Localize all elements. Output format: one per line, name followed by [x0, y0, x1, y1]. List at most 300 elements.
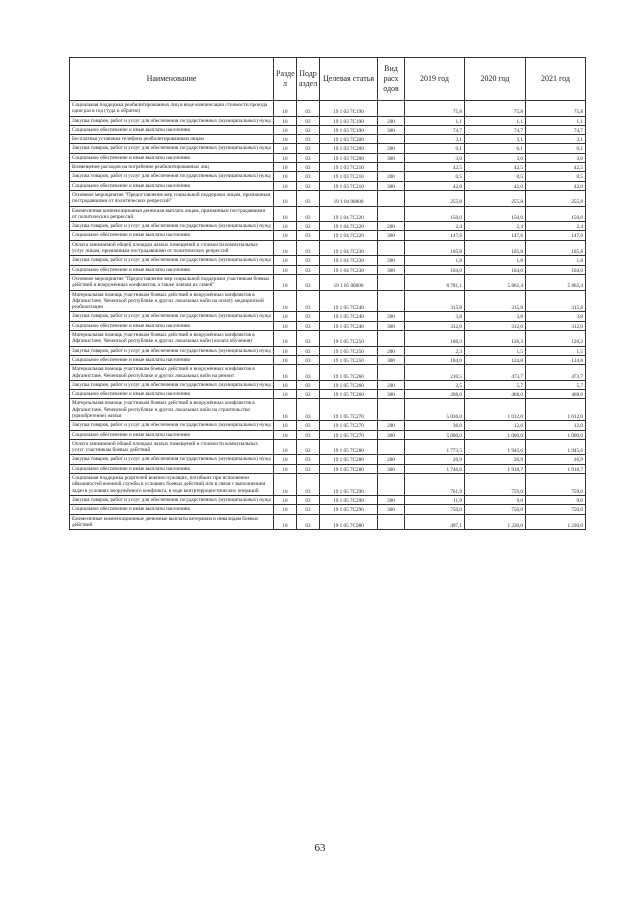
cell-2021: 12,0 [526, 421, 586, 430]
cell-2019: 74,7 [405, 125, 465, 134]
cell-2021: 3,1 [526, 135, 586, 144]
cell-razdel: 10 [274, 153, 297, 162]
cell-2021: 5,7 [526, 380, 586, 389]
cell-podrazdel: 03 [297, 116, 320, 125]
cell-article: 19 1 03 7С200 [320, 135, 378, 144]
cell-razdel: 10 [274, 474, 297, 496]
cell-2019: 36,0 [405, 421, 465, 430]
cell-2020: 26,9 [465, 455, 526, 464]
cell-2021: 5 862,4 [526, 274, 586, 290]
cell-2021: 3,8 [526, 312, 586, 321]
cell-podrazdel: 03 [297, 455, 320, 464]
cell-name: Социальное обеспечение и иные выплаты населению [70, 355, 274, 364]
cell-article: 19 1 05 00000 [320, 274, 378, 290]
cell-article: 19 1 05 7С250 [320, 331, 378, 347]
table-row [70, 514, 586, 530]
cell-vid: 300 [378, 181, 405, 190]
cell-article: 19 1 05 7С270 [320, 430, 378, 439]
cell-2019: 184,0 [405, 355, 465, 364]
cell-vid [378, 206, 405, 222]
cell-2020: 2,4 [465, 222, 526, 231]
cell-name: Социальное обеспечение и иные выплаты населению [70, 430, 274, 439]
cell-podrazdel: 03 [297, 474, 320, 496]
cell-2019: 750,0 [405, 505, 465, 514]
table-row [70, 231, 586, 240]
table-row [70, 474, 586, 496]
cell-article: 19 1 05 7С240 [320, 290, 378, 312]
cell-2021: 74,7 [526, 125, 586, 134]
cell-podrazdel: 03 [297, 421, 320, 430]
cell-2019: 11,9 [405, 495, 465, 504]
cell-2021: 315,8 [526, 290, 586, 312]
cell-2019: 42,5 [405, 163, 465, 172]
cell-2021: 468,0 [526, 390, 586, 399]
cell-2019: 208,0 [405, 390, 465, 399]
cell-article: 19 1 05 7С250 [320, 355, 378, 364]
page-number: 63 [314, 842, 326, 854]
cell-name: Социальная поддержка родителей военнослужащих, погибших при исполнении обязанностей военной службы в условиях боевых действий или в связи с выполнением задач в условиях вооружённого конфликта, в ходе контртеррористических операций [70, 474, 274, 496]
table-row [70, 101, 586, 117]
table-row [70, 265, 586, 274]
table-row [70, 222, 586, 231]
cell-2020: 5 862,4 [465, 274, 526, 290]
cell-podrazdel: 03 [297, 190, 320, 206]
cell-name: Основное мероприятие "Предоставление мер социальной поддержки лицам, признанным пострадавшими от политических репрессий" [70, 190, 274, 206]
cell-article: 19 1 03 7С200 [320, 153, 378, 162]
cell-vid [378, 163, 405, 172]
cell-2021: 9,0 [526, 495, 586, 504]
header-podrazdel: Подр аздел [297, 58, 320, 101]
table-row [70, 163, 586, 172]
cell-2020: 3,0 [465, 153, 526, 162]
cell-2021: 42,5 [526, 163, 586, 172]
cell-name: Возмещение расходов на погребение реабилитированных лиц [70, 163, 274, 172]
cell-2019: 2,5 [405, 380, 465, 389]
header-name: Наименование [70, 58, 274, 101]
cell-razdel: 10 [274, 390, 297, 399]
cell-name: Материальная помощь участникам боевых действий и вооружённых конфликтов в Афганистане, Чеченской республике и других локальных войн на оплату медицинской реабилитации [70, 290, 274, 312]
cell-vid [378, 290, 405, 312]
cell-2020: 750,0 [465, 505, 526, 514]
cell-2021: 473,7 [526, 365, 586, 381]
cell-article: 19 1 05 7С290 [320, 505, 378, 514]
cell-2021: 1 230,0 [526, 514, 586, 530]
cell-razdel: 10 [274, 380, 297, 389]
table-row [70, 390, 586, 399]
cell-razdel: 10 [274, 144, 297, 153]
cell-2021: 42,0 [526, 181, 586, 190]
cell-name: Ежемесячная компенсационная денежная выплата лицам, признанным пострадавшими от политических репрессий [70, 206, 274, 222]
cell-article: 19 1 05 7С290 [320, 495, 378, 504]
table-row [70, 125, 586, 134]
cell-razdel: 10 [274, 172, 297, 181]
cell-article: 19 1 03 7С190 [320, 116, 378, 125]
cell-2019: 255,8 [405, 190, 465, 206]
table-row [70, 116, 586, 125]
table-row [70, 321, 586, 330]
cell-2021: 2,4 [526, 222, 586, 231]
cell-2019: 2,4 [405, 222, 465, 231]
cell-2020: 150,0 [465, 206, 526, 222]
cell-2020: 759,0 [465, 474, 526, 496]
cell-razdel: 10 [274, 365, 297, 381]
cell-razdel: 10 [274, 430, 297, 439]
cell-2020: 42,0 [465, 181, 526, 190]
cell-2021: 1 918,7 [526, 464, 586, 473]
cell-2019: 104,0 [405, 265, 465, 274]
cell-razdel: 10 [274, 190, 297, 206]
cell-name: Закупка товаров, работ и услуг для обеспечения государственных (муниципальных) нужд [70, 380, 274, 389]
cell-vid [378, 135, 405, 144]
cell-vid: 200 [378, 144, 405, 153]
cell-razdel: 10 [274, 514, 297, 530]
cell-2020: 1,5 [465, 346, 526, 355]
cell-article: 19 1 05 7С280 [320, 439, 378, 455]
cell-2019: 105,8 [405, 240, 465, 256]
cell-razdel: 10 [274, 206, 297, 222]
table-row [70, 312, 586, 321]
table-row [70, 464, 586, 473]
cell-article: 19 1 05 7С270 [320, 421, 378, 430]
cell-article: 19 1 04 7С230 [320, 240, 378, 256]
cell-2021: 759,0 [526, 474, 586, 496]
cell-podrazdel: 03 [297, 290, 320, 312]
budget-table [69, 57, 586, 530]
cell-2020: 74,7 [465, 125, 526, 134]
cell-razdel: 10 [274, 274, 297, 290]
table-row [70, 240, 586, 256]
cell-article: 19 1 05 7С260 [320, 390, 378, 399]
table-row [70, 421, 586, 430]
cell-2019: 2,3 [405, 346, 465, 355]
cell-name: Закупка товаров, работ и услуг для обеспечения государственных (муниципальных) нужд [70, 312, 274, 321]
cell-name: Социальное обеспечение и иные выплаты населению [70, 265, 274, 274]
cell-2021: 1,8 [526, 256, 586, 265]
cell-article: 19 1 05 7С260 [320, 380, 378, 389]
cell-razdel: 10 [274, 464, 297, 473]
cell-article: 19 1 03 7С200 [320, 144, 378, 153]
cell-razdel: 10 [274, 135, 297, 144]
cell-2020: 468,0 [465, 390, 526, 399]
cell-name: Социальное обеспечение и иные выплаты населению [70, 153, 274, 162]
header-razdel: Разде л [274, 58, 297, 101]
cell-razdel: 10 [274, 505, 297, 514]
cell-article: 19 1 04 7С230 [320, 265, 378, 274]
cell-2021: 126,3 [526, 331, 586, 347]
table-row [70, 355, 586, 364]
cell-podrazdel: 03 [297, 390, 320, 399]
cell-podrazdel: 03 [297, 514, 320, 530]
cell-2021: 3,0 [526, 153, 586, 162]
cell-2020: 9,0 [465, 495, 526, 504]
cell-2020: 105,8 [465, 240, 526, 256]
cell-2020: 0,1 [465, 144, 526, 153]
cell-podrazdel: 03 [297, 365, 320, 381]
table-row [70, 153, 586, 162]
cell-2019: 0,1 [405, 144, 465, 153]
cell-podrazdel: 03 [297, 222, 320, 231]
cell-2019: 210,5 [405, 365, 465, 381]
cell-name: Закупка товаров, работ и услуг для обеспечения государственных (муниципальных) нужд [70, 455, 274, 464]
cell-podrazdel: 03 [297, 153, 320, 162]
cell-razdel: 10 [274, 265, 297, 274]
cell-vid: 300 [378, 464, 405, 473]
cell-2021: 124,8 [526, 355, 586, 364]
cell-article: 19 1 05 7С980 [320, 514, 378, 530]
cell-podrazdel: 03 [297, 101, 320, 117]
cell-article: 19 1 05 7С240 [320, 321, 378, 330]
cell-article: 19 1 03 7С210 [320, 172, 378, 181]
cell-name: Закупка товаров, работ и услуг для обеспечения государственных (муниципальных) нужд [70, 421, 274, 430]
cell-name: Закупка товаров, работ и услуг для обеспечения государственных (муниципальных) нужд [70, 144, 274, 153]
cell-razdel: 10 [274, 439, 297, 455]
cell-razdel: 10 [274, 355, 297, 364]
cell-podrazdel: 03 [297, 240, 320, 256]
cell-razdel: 10 [274, 290, 297, 312]
cell-2020: 42,5 [465, 163, 526, 172]
cell-podrazdel: 03 [297, 380, 320, 389]
table-row [70, 380, 586, 389]
header-2021: 2021 год [526, 58, 586, 101]
table-row [70, 190, 586, 206]
cell-podrazdel: 03 [297, 274, 320, 290]
cell-podrazdel: 03 [297, 464, 320, 473]
cell-razdel: 10 [274, 116, 297, 125]
cell-2021: 26,9 [526, 455, 586, 464]
cell-name: Основное мероприятие "Предоставление мер социальной поддержки участникам боевых действий и вооружённых конфликтов, а также членам их семей" [70, 274, 274, 290]
cell-name: Закупка товаров, работ и услуг для обеспечения государственных (муниципальных) нужд [70, 222, 274, 231]
cell-vid: 200 [378, 172, 405, 181]
cell-2019: 1 746,6 [405, 464, 465, 473]
cell-podrazdel: 03 [297, 495, 320, 504]
cell-vid: 200 [378, 116, 405, 125]
cell-razdel: 10 [274, 455, 297, 464]
header-vid: Вид расх одов [378, 58, 405, 101]
cell-podrazdel: 03 [297, 256, 320, 265]
cell-article: 19 1 05 7С250 [320, 346, 378, 355]
cell-2020: 104,0 [465, 265, 526, 274]
cell-vid [378, 101, 405, 117]
cell-article: 19 1 04 7С230 [320, 256, 378, 265]
cell-2019: 0,5 [405, 172, 465, 181]
cell-podrazdel: 03 [297, 399, 320, 421]
cell-2021: 255,8 [526, 190, 586, 206]
cell-name: Материальная помощь участникам боевых действий и вооружённых конфликтов в Афганистане, Чеченской республике и других локальных войн на ремонт [70, 365, 274, 381]
cell-2021: 1,1 [526, 116, 586, 125]
cell-podrazdel: 03 [297, 172, 320, 181]
cell-name: Оплата занимаемой общей площади жилых помещений и стоимости коммунальных услуг участникам боевых действий [70, 439, 274, 455]
cell-podrazdel: 03 [297, 331, 320, 347]
cell-2021: 0,5 [526, 172, 586, 181]
cell-podrazdel: 03 [297, 163, 320, 172]
table-row [70, 505, 586, 514]
cell-razdel: 10 [274, 312, 297, 321]
cell-vid: 200 [378, 495, 405, 504]
table-row [70, 346, 586, 355]
cell-2021: 750,0 [526, 505, 586, 514]
cell-razdel: 10 [274, 399, 297, 421]
cell-2020: 1 012,0 [465, 399, 526, 421]
cell-razdel: 10 [274, 240, 297, 256]
cell-razdel: 10 [274, 222, 297, 231]
cell-name: Социальная поддержка реабилитированных лиц в виде компенсации стоимости проезда один раз в год (туда и обратно) [70, 101, 274, 117]
cell-2019: 3,1 [405, 135, 465, 144]
cell-podrazdel: 03 [297, 206, 320, 222]
cell-2021: 1 000,0 [526, 430, 586, 439]
cell-vid: 300 [378, 231, 405, 240]
cell-2021: 147,6 [526, 231, 586, 240]
cell-name: Бесплатная установка телефона реабилитированным лицам [70, 135, 274, 144]
table-row [70, 399, 586, 421]
cell-2020: 1 918,7 [465, 464, 526, 473]
cell-podrazdel: 03 [297, 144, 320, 153]
cell-vid [378, 365, 405, 381]
cell-2021: 75,8 [526, 101, 586, 117]
cell-2019: 1,1 [405, 116, 465, 125]
cell-name: Социальное обеспечение и иные выплаты населению [70, 321, 274, 330]
cell-name: Ежемесячные компенсационные денежные выплаты ветеранам и инвалидам боевых действий [70, 514, 274, 530]
cell-2019: 3,0 [405, 153, 465, 162]
table-header-row [70, 58, 586, 101]
cell-podrazdel: 03 [297, 505, 320, 514]
cell-article: 19 1 05 7С240 [320, 312, 378, 321]
cell-2020: 1 945,6 [465, 439, 526, 455]
cell-name: Оплата занимаемой общей площади жилых помещений и стоимости коммунальных услуг лицам, признанным пострадавшими от политических репрессий [70, 240, 274, 256]
cell-name: Материальная помощь участникам боевых действий и вооружённых конфликтов в Афганистане, Чеченской республике и других локальных войн (оплата обучения) [70, 331, 274, 347]
cell-2019: 75,8 [405, 101, 465, 117]
cell-2021: 1 012,0 [526, 399, 586, 421]
cell-2020: 315,8 [465, 290, 526, 312]
cell-2020: 147,6 [465, 231, 526, 240]
cell-vid: 300 [378, 430, 405, 439]
cell-podrazdel: 03 [297, 231, 320, 240]
cell-article: 19 1 05 7С270 [320, 399, 378, 421]
cell-podrazdel: 03 [297, 181, 320, 190]
cell-vid: 300 [378, 321, 405, 330]
cell-razdel: 10 [274, 125, 297, 134]
cell-2019: 26,9 [405, 455, 465, 464]
cell-name: Закупка товаров, работ и услуг для обеспечения государственных (муниципальных) нужд [70, 346, 274, 355]
cell-2020: 12,0 [465, 421, 526, 430]
cell-2019: 312,0 [405, 321, 465, 330]
cell-name: Материальная помощь участникам боевых действий и вооружённых конфликтов в Афганистане, Чеченской республике и других локальных войн на строительство (приобретение) жилья [70, 399, 274, 421]
cell-vid [378, 474, 405, 496]
cell-2020: 126,3 [465, 331, 526, 347]
table-row [70, 256, 586, 265]
cell-article: 19 1 03 7С210 [320, 163, 378, 172]
cell-2020: 255,8 [465, 190, 526, 206]
cell-vid [378, 331, 405, 347]
cell-razdel: 10 [274, 101, 297, 117]
cell-razdel: 10 [274, 346, 297, 355]
cell-2019: 315,8 [405, 290, 465, 312]
cell-name: Закупка товаров, работ и услуг для обеспечения государственных (муниципальных) нужд [70, 116, 274, 125]
cell-podrazdel: 03 [297, 346, 320, 355]
cell-2019: 761,9 [405, 474, 465, 496]
cell-name: Закупка товаров, работ и услуг для обеспечения государственных (муниципальных) нужд [70, 495, 274, 504]
cell-article: 19 1 03 7С190 [320, 125, 378, 134]
cell-article: 19 1 04 7С220 [320, 222, 378, 231]
cell-name: Социальное обеспечение и иные выплаты населению [70, 464, 274, 473]
cell-razdel: 10 [274, 321, 297, 330]
table-row [70, 135, 586, 144]
cell-vid: 200 [378, 222, 405, 231]
cell-2019: 147,6 [405, 231, 465, 240]
cell-podrazdel: 03 [297, 312, 320, 321]
cell-article: 19 1 03 7С190 [320, 101, 378, 117]
cell-name: Социальное обеспечение и иные выплаты населению [70, 125, 274, 134]
table-row [70, 172, 586, 181]
table-row [70, 365, 586, 381]
cell-2020: 75,8 [465, 101, 526, 117]
cell-razdel: 10 [274, 163, 297, 172]
cell-2020: 124,8 [465, 355, 526, 364]
cell-article: 19 1 04 7С220 [320, 231, 378, 240]
table-row [70, 430, 586, 439]
table-row [70, 455, 586, 464]
cell-article: 19 1 05 7С260 [320, 365, 378, 381]
cell-podrazdel: 03 [297, 355, 320, 364]
cell-2021: 105,8 [526, 240, 586, 256]
cell-razdel: 10 [274, 495, 297, 504]
cell-vid: 300 [378, 505, 405, 514]
cell-2019: 42,0 [405, 181, 465, 190]
cell-podrazdel: 03 [297, 135, 320, 144]
table-row [70, 206, 586, 222]
cell-article: 19 1 03 7С210 [320, 181, 378, 190]
cell-2020: 473,7 [465, 365, 526, 381]
cell-razdel: 10 [274, 256, 297, 265]
cell-article: 19 1 05 7С290 [320, 474, 378, 496]
cell-2019: 8 781,1 [405, 274, 465, 290]
cell-name: Закупка товаров, работ и услуг для обеспечения государственных (муниципальных) нужд [70, 172, 274, 181]
cell-2021: 150,0 [526, 206, 586, 222]
cell-2019: 186,3 [405, 331, 465, 347]
cell-vid: 300 [378, 153, 405, 162]
cell-vid: 200 [378, 256, 405, 265]
cell-2021: 104,0 [526, 265, 586, 274]
cell-podrazdel: 03 [297, 265, 320, 274]
cell-2020: 1 230,0 [465, 514, 526, 530]
cell-2020: 0,5 [465, 172, 526, 181]
cell-article: 19 1 04 7С220 [320, 206, 378, 222]
cell-name: Социальное обеспечение и иные выплаты населению [70, 231, 274, 240]
cell-2019: 1,8 [405, 256, 465, 265]
cell-vid [378, 439, 405, 455]
table-row [70, 274, 586, 290]
cell-razdel: 10 [274, 421, 297, 430]
cell-vid: 200 [378, 346, 405, 355]
table-row [70, 439, 586, 455]
cell-razdel: 10 [274, 231, 297, 240]
cell-vid [378, 399, 405, 421]
cell-2019: 5 000,0 [405, 430, 465, 439]
cell-vid [378, 274, 405, 290]
cell-2020: 3,8 [465, 312, 526, 321]
cell-podrazdel: 03 [297, 439, 320, 455]
header-2019: 2019 год [405, 58, 465, 101]
cell-vid: 300 [378, 355, 405, 364]
cell-podrazdel: 03 [297, 321, 320, 330]
cell-article: 19 1 05 7С280 [320, 455, 378, 464]
cell-2019: 1 773,5 [405, 439, 465, 455]
cell-podrazdel: 03 [297, 430, 320, 439]
header-article: Целевая статья [320, 58, 378, 101]
cell-2019: 497,1 [405, 514, 465, 530]
cell-2020: 1,8 [465, 256, 526, 265]
cell-2020: 1 000,0 [465, 430, 526, 439]
cell-podrazdel: 03 [297, 125, 320, 134]
